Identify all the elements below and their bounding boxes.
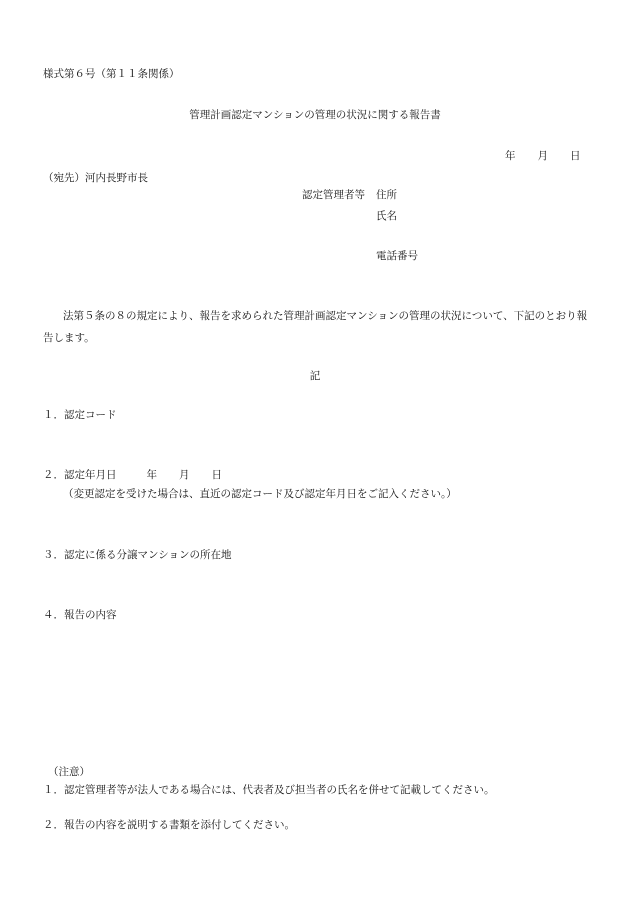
reporter-phone-label: 電話番号 (376, 250, 418, 262)
form-number: 様式第６号（第１１条関係） (43, 68, 180, 80)
addressee: （宛先）河内長野市長 (43, 172, 148, 184)
header-date-month: 月 (537, 150, 548, 162)
document-title: 管理計画認定マンションの管理の状況に関する報告書 (189, 109, 441, 121)
ki-heading: 記 (309, 370, 321, 382)
item-certification-date (43, 470, 222, 481)
header-date-day: 日 (570, 150, 581, 162)
note-item-2: ２．報告の内容を説明する書類を添付してください。 (43, 819, 295, 831)
reporter-role-label: 認定管理者等 (302, 189, 365, 201)
item-certification-date-year: 年 (146, 469, 157, 481)
notes-heading: （注意） (48, 766, 90, 778)
note-item-1: １．認定管理者等が法人である場合には、代表者及び担当者の氏名を併せて記載してください。 (43, 784, 495, 796)
reporter-name-label: 氏名 (376, 210, 397, 222)
item-certification-date-month: 月 (179, 469, 190, 481)
item-certification-code: １．認定コード (43, 409, 117, 421)
item-certification-date-label: ２．認定年月日 (43, 469, 117, 481)
item-certification-date-note: （変更認定を受けた場合は、直近の認定コード及び認定年月日をご記入ください。） (63, 488, 457, 500)
reporter-address-label: 住所 (376, 189, 397, 201)
header-date (505, 151, 581, 162)
item-certification-date-day: 日 (211, 469, 222, 481)
intro-paragraph: 法第５条の８の規定により、報告を求められた管理計画認定マンションの管理の状況について、下記のとおり報告します。 (43, 310, 588, 344)
item-condominium-location: ３．認定に係る分譲マンションの所在地 (43, 549, 232, 561)
item-report-content: ４．報告の内容 (43, 609, 117, 621)
header-date-year: 年 (505, 150, 516, 162)
